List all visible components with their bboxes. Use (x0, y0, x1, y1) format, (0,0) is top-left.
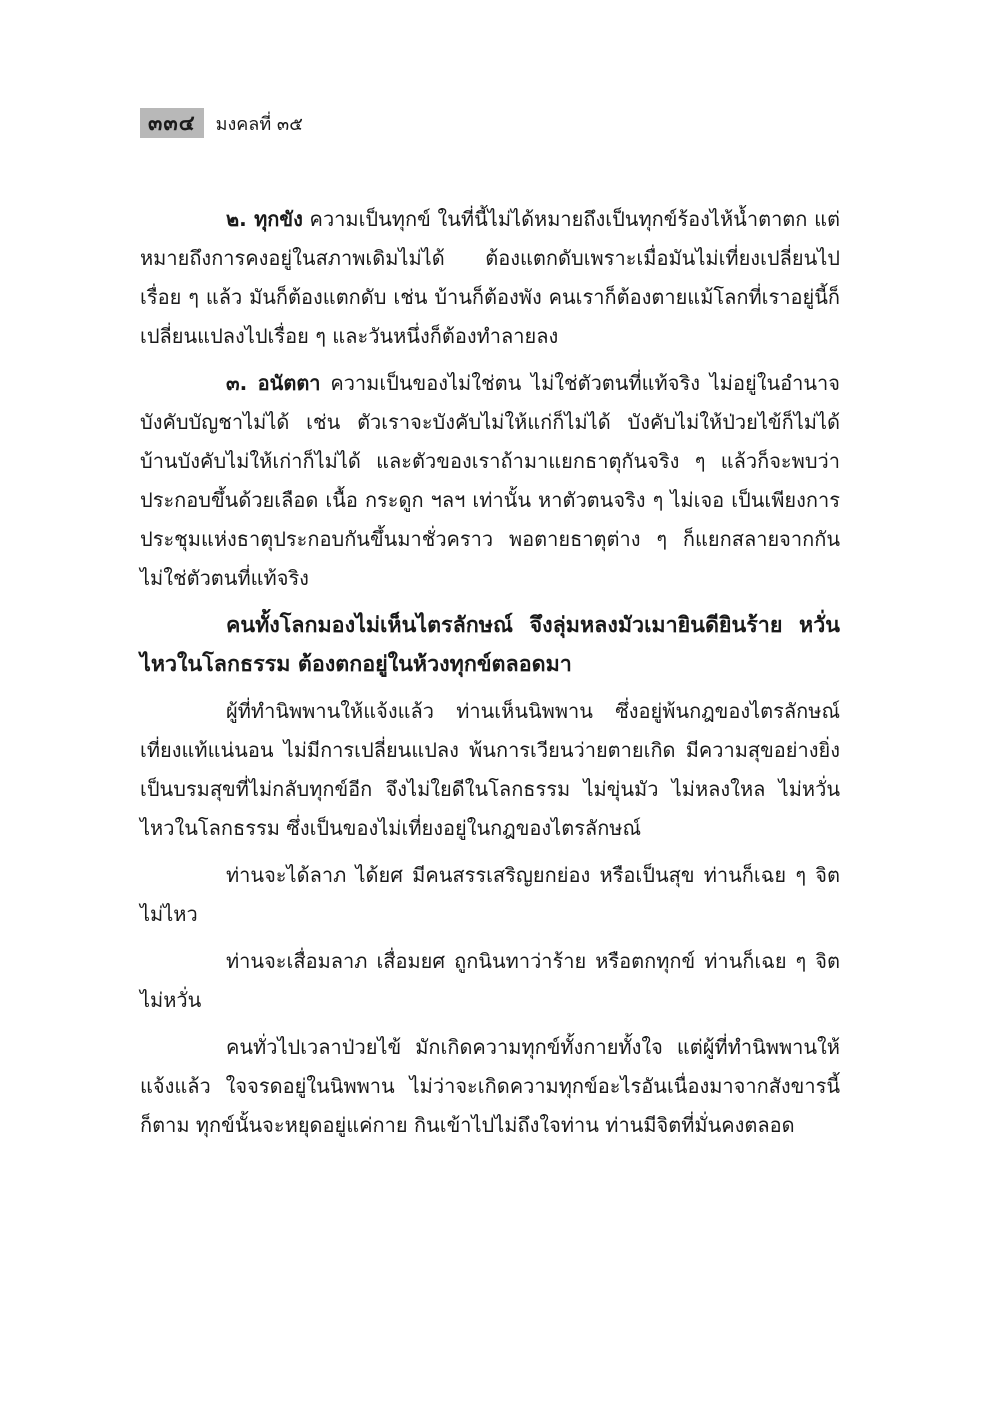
term-dukkha: ๒. ทุกขัง (226, 207, 303, 231)
body-paragraph: ผู้ที่ทำนิพพานให้แจ้งแล้ว ท่านเห็นนิพพาน ซึ่งอยู่พ้นกฎของไตรลักษณ์ เที่ยงแท้แน่นอน ไม่มีการเปลี่ยนแปลง พ้นการเวียนว่ายตายเกิด มีความสุขอย่างยิ่ง เป็นบรมสุขที่ไม่กลับทุกข์อีก จึงไม่ใยดีในโลกธรรม ไม่ขุ่นมัว ไม่หลงใหล ไม่หวั่นไหวในโลกธรรม ซึ่งเป็นของไม่เที่ยงอยู่ในกฎของไตรลักษณ์ (140, 699, 840, 840)
paragraph-anatta-text: ความเป็นของไม่ใช่ตน ไม่ใช่ตัวตนที่แท้จริง ไม่อยู่ในอำนาจ บังคับบัญชาไม่ได้ เช่น ตัวเราจะบังคับไม่ให้แก่ก็ไม่ได้ บังคับไม่ให้ป่วยไข้ก็ไม่ได้ บ้านบังคับไม่ให้เก่าก็ไม่ได้ และตัวของเราถ้ามาแยกธาตุกันจริง ๆ แล้วก็จะพบว่าประกอบขึ้นด้วยเลือด เนื้อ กระดูก ฯลฯ เท่านั้น หาตัวตนจริง ๆ ไม่เจอ เป็นเพียงการประชุมแห่งธาตุประกอบกันขึ้นมาชั่วคราว พอตายธาตุต่าง ๆ ก็แยกสลายจากกัน ไม่ใช่ตัวตนที่แท้จริง (140, 371, 840, 590)
page-number: ๓๓๔ (140, 108, 204, 138)
highlight-heading: คนทั้งโลกมองไม่เห็นไตรลักษณ์ จึงลุ่มหลงมัวเมายินดียินร้าย หวั่นไหวในโลกธรรม ต้องตกอยู่ในห้วงทุกข์ตลอดมา (140, 613, 840, 677)
body-paragraph: ท่านจะได้ลาภ ได้ยศ มีคนสรรเสริญยกย่อง หรือเป็นสุข ท่านก็เฉย ๆ จิตไม่ไหว (140, 863, 840, 926)
body-paragraph: ท่านจะเสื่อมลาภ เสื่อมยศ ถูกนินทาว่าร้าย หรือตกทุกข์ ท่านก็เฉย ๆ จิตไม่หวั่น (140, 949, 840, 1012)
paragraph-dukkha-text: ความเป็นทุกข์ ในที่นี้ไม่ได้หมายถึงเป็นทุกข์ร้องไห้น้ำตาตก แต่หมายถึงการคงอยู่ในสภาพเดิมไม่ได้ ต้องแตกดับเพราะเมื่อมันไม่เที่ยงเปลี่ยนไปเรื่อย ๆ แล้ว มันก็ต้องแตกดับ เช่น บ้านก็ต้องพัง คนเราก็ต้องตายแม้โลกที่เราอยู่นี้ก็เปลี่ยนแปลงไปเรื่อย ๆ และวันหนึ่งก็ต้องทำลายลง (140, 207, 840, 348)
paragraph-anatta (140, 364, 840, 598)
body-paragraph: คนทั่วไปเวลาป่วยไข้ มักเกิดความทุกข์ทั้งกายทั้งใจ แต่ผู้ที่ทำนิพพานให้แจ้งแล้ว ใจจรดอยู่ในนิพพาน ไม่ว่าจะเกิดความทุกข์อะไรอันเนื่องมาจากสังขารนี้ก็ตาม ทุกข์นั้นจะหยุดอยู่แค่กาย กินเข้าไปไม่ถึงใจท่าน ท่านมีจิตที่มั่นคงตลอด (140, 1035, 840, 1137)
running-title: มงคลที่ ๓๕ (215, 113, 303, 135)
page-header (140, 108, 303, 138)
paragraph-dukkha (140, 200, 840, 356)
term-anatta: ๓. อนัตตา (226, 371, 321, 395)
page-body (140, 200, 840, 1153)
